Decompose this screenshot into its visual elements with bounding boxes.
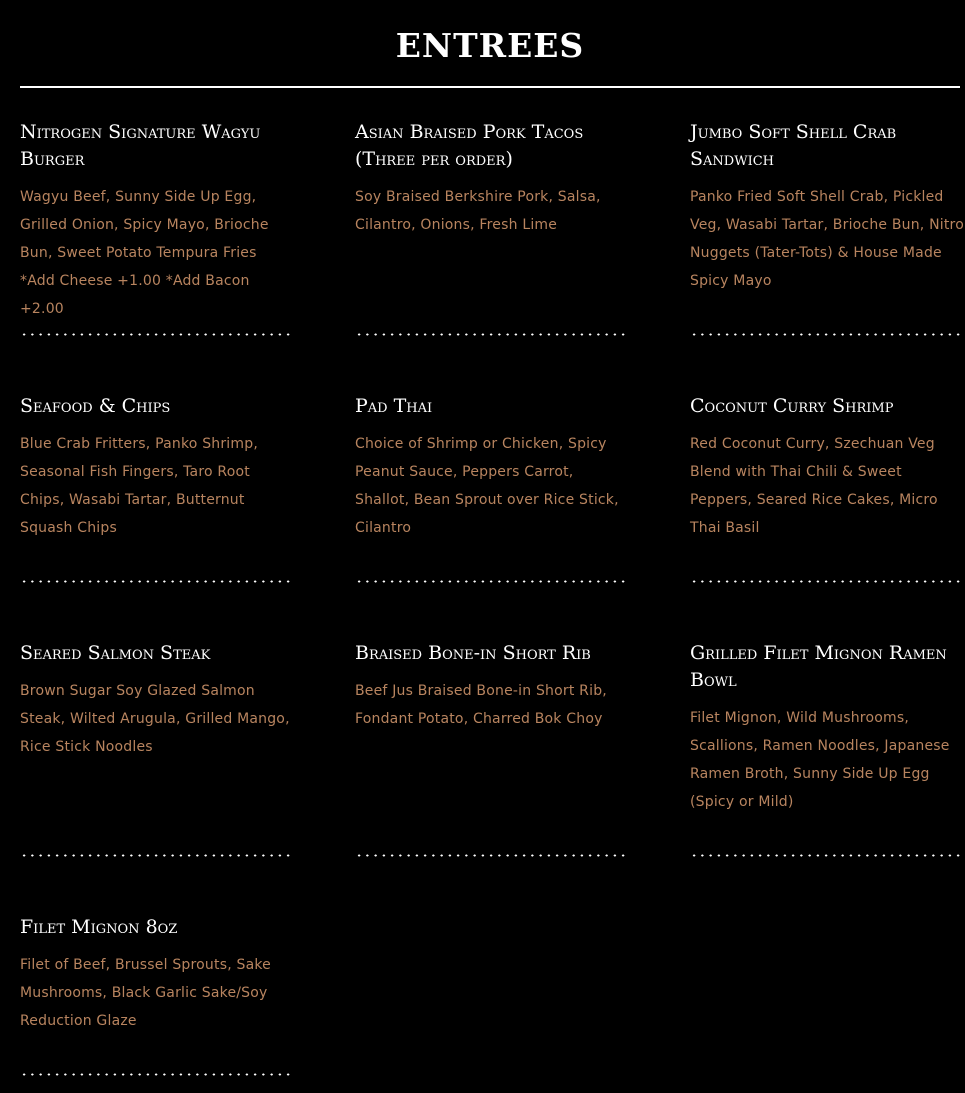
dotted-separator [355, 854, 627, 857]
menu-item [690, 393, 965, 542]
menu-item-name: Grilled Filet Mignon Ramen Bowl [690, 642, 947, 691]
menu-item-name: Coconut Curry Shrimp [690, 395, 894, 417]
menu-item-name: Seared Salmon Steak [20, 642, 211, 664]
menu-item [20, 119, 295, 323]
menu-item [20, 914, 295, 1035]
menu-item-description: Red Coconut Curry, Szechuan Veg Blend with Thai Chili & Sweet Peppers, Seared Rice Cakes, Micro Thai Basil [690, 436, 938, 536]
dotted-separator [20, 1073, 292, 1076]
dotted-separator [355, 580, 627, 583]
menu-item-description: Filet Mignon, Wild Mushrooms, Scallions, Ramen Noodles, Japanese Ramen Broth, Sunny Side Up Egg (Spicy or Mild) [690, 710, 950, 810]
menu-item [355, 119, 630, 239]
dotted-separator [20, 580, 292, 583]
dotted-separator [20, 854, 292, 857]
menu-item [355, 393, 630, 542]
menu-item-description: Panko Fried Soft Shell Crab, Pickled Veg, Wasabi Tartar, Brioche Bun, Nitro Nuggets (Tater-Tots) & House Made Spicy Mayo [690, 189, 964, 289]
menu-item-description: Soy Braised Berkshire Pork, Salsa, Cilantro, Onions, Fresh Lime [355, 189, 601, 233]
menu-item-name: Braised Bone-in Short Rib [355, 642, 591, 664]
menu-item-name: Pad Thai [355, 395, 433, 417]
menu-item-description: Brown Sugar Soy Glazed Salmon Steak, Wilted Arugula, Grilled Mango, Rice Stick Noodles [20, 683, 290, 755]
menu-item-description: Blue Crab Fritters, Panko Shrimp, Seasonal Fish Fingers, Taro Root Chips, Wasabi Tartar, Butternut Squash Chips [20, 436, 258, 536]
page-title: ENTREES [395, 26, 585, 65]
title-divider [20, 86, 960, 88]
menu-item-name: Nitrogen Signature Wagyu Burger [20, 121, 261, 170]
menu-item [20, 393, 295, 542]
dotted-separator [690, 854, 962, 857]
menu-item-name: Filet Mignon 8oz [20, 916, 178, 938]
menu-item-description: Wagyu Beef, Sunny Side Up Egg, Grilled Onion, Spicy Mayo, Brioche Bun, Sweet Potato Tempura Fries *Add Cheese +1.00 *Add Bacon +2.00 [20, 189, 269, 317]
menu-item-description: Filet of Beef, Brussel Sprouts, Sake Mushrooms, Black Garlic Sake/Soy Reduction Glaze [20, 957, 271, 1029]
menu-item-description: Choice of Shrimp or Chicken, Spicy Peanut Sauce, Peppers Carrot, Shallot, Bean Sprout over Rice Stick, Cilantro [355, 436, 619, 536]
menu-item [690, 640, 965, 816]
menu-item-name: Asian Braised Pork Tacos (Three per order) [355, 121, 584, 170]
dotted-separator [690, 580, 962, 583]
menu-item-description: Beef Jus Braised Bone-in Short Rib, Fondant Potato, Charred Bok Choy [355, 683, 607, 727]
dotted-separator [355, 333, 627, 336]
menu-item [690, 119, 965, 295]
dotted-separator [690, 333, 962, 336]
menu-item-name: Jumbo Soft Shell Crab Sandwich [690, 121, 897, 170]
menu-item [355, 640, 630, 733]
menu-item [20, 640, 295, 761]
dotted-separator [20, 333, 292, 336]
menu-item-name: Seafood & Chips [20, 395, 171, 417]
